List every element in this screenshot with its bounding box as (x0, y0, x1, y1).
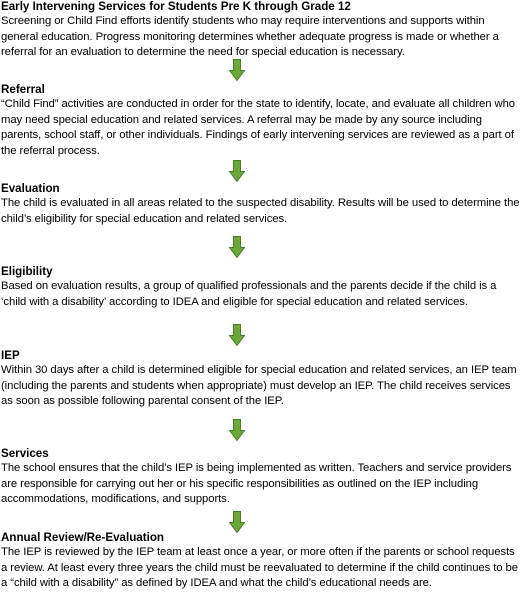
step-description: The school ensures that the child’s IEP is being implemented as written. Teachers and service providers are responsible for carrying out her or his specific responsibilities as outlined on the IEP including accommodations, modifications, and supports. (1, 462, 512, 506)
step-services (1, 447, 521, 508)
step-description: Screening or Child Find efforts identify students who may require interventions and supports within general education. Progress monitoring determines whether adequate progress is made or whether a referral for an evaluation to determine the need for special education is necessary. (1, 15, 499, 59)
step-description: The child is evaluated in all areas related to the suspected disability. Results will be used to determine the child’s eligibility for special education and related services. (1, 197, 520, 225)
step-description: Based on evaluation results, a group of qualified professionals and the parents decide if the child is a ‘child with a disability’ according to IDEA and eligible for special education and related services. (1, 280, 497, 308)
step-evaluation (1, 182, 521, 227)
down-arrow-icon (229, 160, 245, 182)
step-title: Services (1, 447, 49, 460)
down-arrow-icon (229, 511, 245, 533)
down-arrow-icon (229, 419, 245, 441)
down-arrow-icon (229, 324, 245, 346)
step-description: Within 30 days after a child is determined eligible for special education and related services, an IEP team (including the parents and students when appropriate) must develop an IEP. The child receives services as soon as possible following parental consent of the IEP. (1, 364, 517, 408)
step-title: Eligibility (1, 265, 53, 278)
step-referral (1, 83, 521, 159)
step-annual-review (1, 531, 521, 592)
step-title: IEP (1, 349, 20, 362)
step-eligibility (1, 265, 521, 310)
step-early-intervening-services (1, 0, 521, 61)
step-description: “Child Find” activities are conducted in order for the state to identify, locate, and evaluate all children who may need special education and related services. A referral may be made by any source including parents, school staff, or other individuals. Findings of early intervening services are reviewed as a part of the referral process. (1, 98, 515, 157)
step-iep (1, 349, 521, 410)
down-arrow-icon (229, 59, 245, 81)
down-arrow-icon (229, 236, 245, 258)
step-title: Referral (1, 83, 45, 96)
step-title: Early Intervening Services for Students Pre K through Grade 12 (1, 0, 351, 13)
step-title: Annual Review/Re-Evaluation (1, 531, 164, 544)
step-description: The IEP is reviewed by the IEP team at least once a year, or more often if the parents or school requests a review. At least every three years the child must be reevaluated to determine if the child continues to be a “child with a disability” as defined by IDEA and what the child’s educational needs are. (1, 546, 518, 590)
step-title: Evaluation (1, 182, 60, 195)
